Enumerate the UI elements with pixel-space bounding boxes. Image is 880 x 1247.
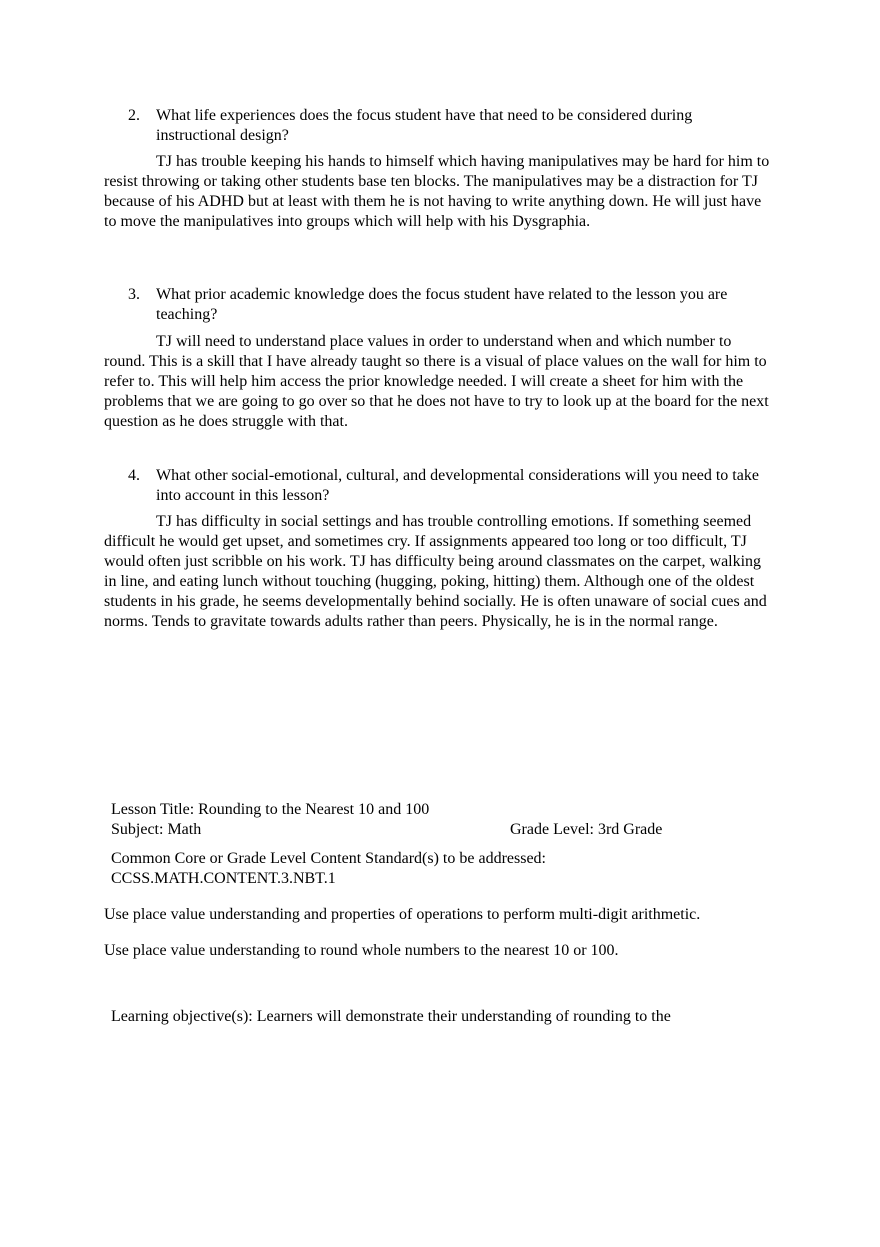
answer-2: TJ has trouble keeping his hands to himself which having manipulatives may be hard for him to resist throwing or taking other students base ten blocks. The manipulatives may be a distraction for TJ because of his ADHD but at least with them he is not having to write anything down. He will just have to move the manipulatives into groups which will help with his Dysgraphia. [104, 153, 770, 230]
question-text: What life experiences does the focus student have that need to be considered during instructional design? [156, 107, 693, 144]
question-number: 3. [128, 286, 140, 303]
lesson-title: Lesson Title: Rounding to the Nearest 10 and 100 [111, 801, 430, 818]
answer-3: TJ will need to understand place values in order to understand when and which number to round. This is a skill that I have already taught so there is a visual of place values on the wall for him to refer to. This will help him access the prior knowledge needed. I will create a sheet for him with the problems that we are going to go over so that he does not have to try to look up at the board for the next question as he does struggle with that. [104, 333, 769, 430]
standard-line-1: Use place value understanding and properties of operations to perform multi-digit arithmetic. [104, 906, 701, 923]
learning-objective: Learning objective(s): Learners will demonstrate their understanding of rounding to the [111, 1008, 671, 1025]
question-2 [128, 106, 768, 146]
lesson-grade-level: Grade Level: 3rd Grade [510, 821, 663, 838]
question-number: 2. [128, 107, 140, 124]
standard-line-2: Use place value understanding to round whole numbers to the nearest 10 or 100. [104, 942, 619, 959]
question-3 [128, 285, 768, 325]
lesson-subject: Subject: Math [111, 821, 202, 838]
question-4 [128, 466, 768, 506]
standard-heading: Common Core or Grade Level Content Standard(s) to be addressed: [111, 850, 546, 867]
question-text: What prior academic knowledge does the focus student have related to the lesson you are teaching? [156, 286, 728, 323]
question-text: What other social-emotional, cultural, and developmental considerations will you need to take into account in this lesson? [156, 467, 759, 504]
question-number: 4. [128, 467, 140, 484]
standard-code: CCSS.MATH.CONTENT.3.NBT.1 [111, 870, 336, 887]
answer-4: TJ has difficulty in social settings and has trouble controlling emotions. If something seemed difficult he would get upset, and sometimes cry. If assignments appeared too long or too difficult, TJ would often just scribble on his work. TJ has difficulty being around classmates on the carpet, walking in line, and eating lunch without touching (hugging, poking, hitting) them. Although one of the oldest students in his grade, he seems developmentally behind socially. He is often unaware of social cues and norms. Tends to gravitate towards adults rather than peers. Physically, he is in the normal range. [104, 513, 767, 630]
